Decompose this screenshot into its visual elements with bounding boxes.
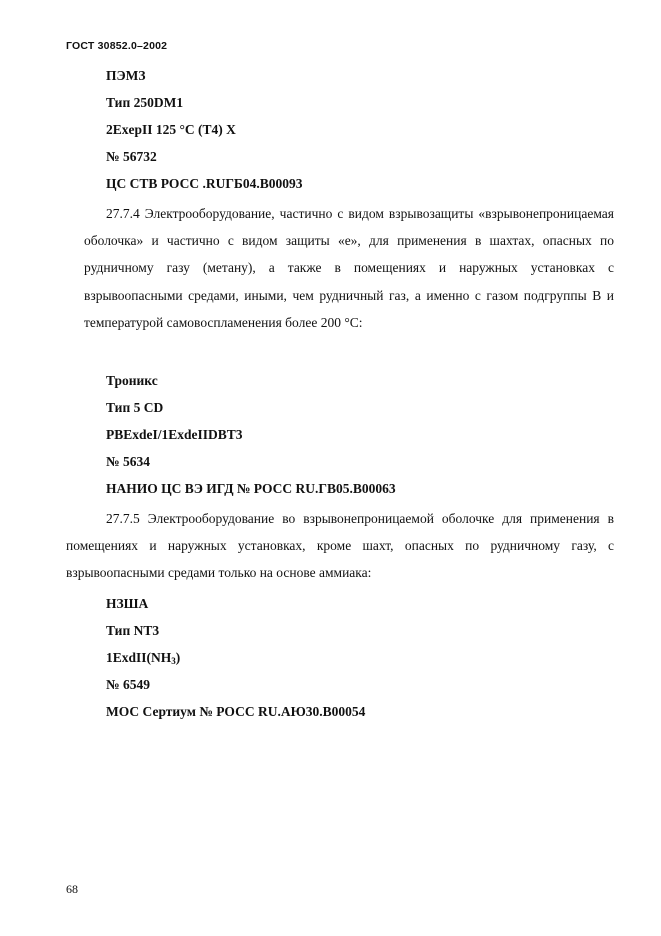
manufacturer-line: НЗША xyxy=(106,596,149,611)
certificate-line: НАНИО ЦС ВЭ ИГД № РОСС RU.ГВ05.В00063 xyxy=(106,481,396,496)
number-line: № 56732 xyxy=(106,149,157,164)
number-line: № 6549 xyxy=(106,677,150,692)
manufacturer-line: ПЭМЗ xyxy=(106,68,146,83)
paragraph-27-7-5: 27.7.5 Электрооборудование во взрывонепроницаемой оболочке для применения в помещениях и наружных установках, кроме шахт, опасных по рудничному газу, с взрывоопасными средами только на основе аммиака: xyxy=(66,511,614,581)
marking-line: 2ExeрII 125 °С (Т4) Х xyxy=(106,122,236,137)
certificate-line: МОС Сертиум № РОСС RU.АЮ30.В00054 xyxy=(106,704,366,719)
type-line: Тип 5 CD xyxy=(106,400,164,415)
marking-line xyxy=(106,649,180,670)
number-line: № 5634 xyxy=(106,454,150,469)
page-number: 68 xyxy=(66,882,78,896)
document-header: ГОСТ 30852.0–2002 xyxy=(66,40,168,52)
marking-line: PBExdeI/1ExdeIIDBT3 xyxy=(106,427,243,442)
marking-main: 1ExdII(NH xyxy=(106,650,172,665)
marking-end: ) xyxy=(175,650,181,665)
manufacturer-line: Троникс xyxy=(106,373,158,388)
type-line: Тип NT3 xyxy=(106,623,160,638)
marking-subscript: 3 xyxy=(171,656,176,666)
type-line: Тип 250DM1 xyxy=(106,95,184,110)
paragraph-27-7-4: 27.7.4 Электрооборудование, частично с видом взрывозащиты «взрывонепроницаемая оболочка» и частично с видом защиты «е», для применения в шахтах, опасных по рудничному газу (метану), а также в помещениях и наружных установках с взрывоопасными средами, иными, чем рудничный газ, а именно с газом подгруппы В и температурой самовоспламенения более 200 °С: xyxy=(84,206,614,330)
certificate-line: ЦС СТВ РОСС .RUГБ04.В00093 xyxy=(106,176,303,191)
